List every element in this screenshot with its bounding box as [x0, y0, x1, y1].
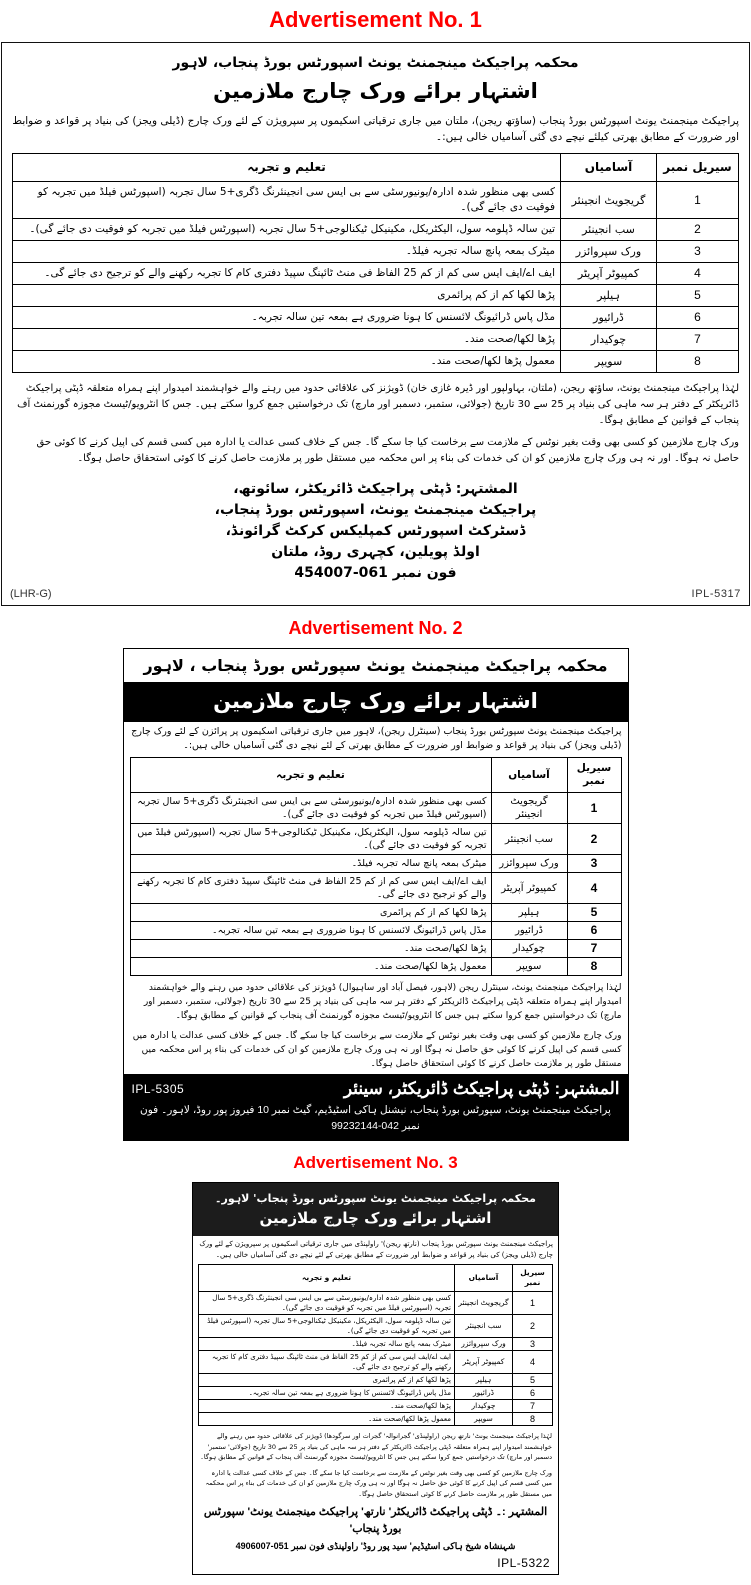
table-row [13, 351, 739, 373]
header-posts: آسامیاں [561, 154, 657, 182]
row-serial: 6 [513, 1387, 553, 1400]
row-post: کمپیوٹر آپریٹر [491, 873, 567, 904]
table-row [13, 182, 739, 219]
row-post: گریجویٹ انجینئر [455, 1292, 513, 1315]
row-post: ورک سپروائزر [491, 855, 567, 873]
row-post: سویپر [491, 958, 567, 976]
ad1-footer-row [2, 586, 749, 605]
row-qualification: میٹرک بمعہ پانچ سالہ تجربہ فیلڈ۔ [130, 855, 491, 873]
table-row [199, 1292, 553, 1315]
table-row [199, 1374, 553, 1387]
ad1-phone-number: 061-454007 [294, 565, 388, 581]
row-serial: 7 [513, 1400, 553, 1413]
table-row [199, 1413, 553, 1426]
header-qualification: تعلیم و تجربہ [199, 1265, 455, 1292]
row-serial: 2 [513, 1315, 553, 1338]
ad1-signoff-line-4: اولڈ پویلین، کچہری روڈ، ملتان [271, 544, 480, 560]
header-posts: آسامیاں [491, 758, 567, 793]
ad2-heading: Advertisement No. 2 [288, 618, 463, 638]
ad3-signoff-text: المشتہر :۔ ڈپٹی پراجیکٹ ڈائریکٹر' نارتھ' پراجیکٹ مینجمنٹ یونٹ' سپورٹس بورڈ پنجاب' [203, 1506, 548, 1535]
row-post: کمپیوٹر آپریٹر [561, 263, 657, 285]
row-serial: 6 [567, 922, 621, 940]
table-header-row [13, 154, 739, 182]
table-header-row [130, 758, 621, 793]
ad2-ipl-code: IPL-5305 [131, 1081, 185, 1096]
row-serial: 5 [513, 1374, 553, 1387]
row-qualification: کسی بھی منظور شدہ ادارہ/یونیورسٹی سے بی ایس سی انجینئرنگ ڈگری+5 سال تجربہ (اسپورٹس فیلڈ میں تجربہ کو فوقیت دی جائے گی)۔ [199, 1292, 455, 1315]
row-post: سب انجینئر [455, 1315, 513, 1338]
row-post: ورک سپروائزر [561, 241, 657, 263]
ad1-signoff-line-3: ڈسٹرکٹ اسپورٹس کمپلیکس کرکٹ گرائونڈ، [225, 523, 526, 539]
row-qualification: پڑھا لکھا/صحت مند۔ [199, 1400, 455, 1413]
row-serial: 3 [513, 1338, 553, 1351]
table-header-row [199, 1265, 553, 1292]
table-row [13, 329, 739, 351]
table-row [13, 263, 739, 285]
ad1-intro-text: پراجیکٹ مینجمنٹ یونٹ اسپورٹس بورڈ پنجاب (ساؤتھ ریجن)، ملتان میں جاری ترقیاتی اسکیموں پر سپرویژن کے لئے ورک چارج (ڈیلی ویجز) کی بنیاد پر قواعد و ضوابط اور ضرورت کے مطابق بھرتی کیلئے نیچے دی گئی آسامیاں خالی ہیں:۔ [12, 115, 739, 143]
table-row [199, 1387, 553, 1400]
row-qualification: پڑھا لکھا کم از کم پرائمری [13, 285, 561, 307]
row-post: ہیلپر [455, 1374, 513, 1387]
table-row [199, 1400, 553, 1413]
row-post: ہیلپر [491, 904, 567, 922]
row-qualification: مڈل پاس ڈرائیونگ لائسنس کا ہونا ضروری ہے بمعہ تین سالہ تجربہ۔ [13, 307, 561, 329]
ad2-intro-text: پراجیکٹ مینجمنٹ یونٹ سپورٹس بورڈ پنجاب (سینٹرل ریجن)، لاہور میں جاری ترقیاتی اسکیموں پر پرائزن کے لئے ورک چارج (ڈیلی ویجز) کی بنیاد پر قواعد و ضوابط اور ضرورت کے مطابق بھرتی کے لئے نیچے دی گئی آسامیاں خالی ہیں:۔ [131, 726, 622, 751]
row-serial: 1 [657, 182, 739, 219]
ad3-note-application: لہٰذا پراجیکٹ مینجمنٹ یونٹ' نارتھ ریجن (راولپنڈی' گجرانوالہ' گجرات اور سرگودھا) ڈویژنز کی علاقائی حدود میں رہنے والے خواہشمند امیدوار اپنے ہمراہ متعلقہ ڈپٹی پراجیکٹ ڈائریکٹر کے دفتر ہر سہ ماہی کی بنیاد پر 25 سے 30 تاریخ (جولائی' ستمبر' دسمبر اور مارچ) تک درخواستیں جمع کروا سکتے ہیں جس کا انٹرویو/ٹیسٹ مجوزہ گورنمنٹ آف پنجاب کے قوانین کے مطابق ہوگا۔ [200, 1432, 552, 1461]
row-qualification: ایف اے/ایف ایس سی کم از کم 25 الفاظ فی منٹ ٹائپنگ سپیڈ دفتری کام کا تجربہ رکھنے والے کو ترجیح دی جائے گی۔ [199, 1351, 455, 1374]
ad2-note-application: لہٰذا پراجیکٹ مینجمنٹ یونٹ، سینٹرل ریجن (لاہور، فیصل آباد اور ساہیوال) ڈویژنز کی علاقائی حدود میں رہنے والے خواہشمند امیدوار اپنے ہمراہ متعلقہ ڈپٹی پراجیکٹ ڈائریکٹر کے دفتر ہر سہ ماہی کی بنیاد پر 25 سے 30 تاریخ (جولائی، ستمبر، دسمبر اور مارچ) تک درخواستیں جمع کروا سکتے ہیں جس کا انٹرویو/ٹیسٹ مجوزہ گورنمنٹ آف پنجاب کے قوانین کے مطابق ہوگا۔ [143, 983, 622, 1021]
header-serial: سیریل نمبر [513, 1265, 553, 1292]
ad1-main-title: اشتہار برائے ورک چارج ملازمین [213, 79, 538, 103]
row-post: گریجویٹ انجینئر [561, 182, 657, 219]
ad1-note-terms: ورک چارج ملازمین کو کسی بھی وقت بغیر نوٹس کے ملازمت سے برخاست کیا جا سکے گا۔ جس کے خلاف کسی عدالت یا ادارہ میں کسی قسم کی اپیل کرنے کا کوئی حق حاصل نہ ہوگا۔ اور نہ ہی ورک چارج ملازمین کو ان کی خدمات کی بناء پر اس محکمہ میں مستقل طور پر ملازمت حاصل کرنے کا کوئی استحقاق حاصل ہوگا۔ [36, 437, 739, 464]
table-row [130, 855, 621, 873]
row-serial: 4 [567, 873, 621, 904]
row-qualification: ایف اے/ایف ایس سی کم از کم 25 الفاظ فی منٹ ٹائپنگ سپیڈ دفتری کام کا تجربہ رکھنے والے کو ترجیح دی جائے گی۔ [13, 263, 561, 285]
row-qualification: میٹرک بمعہ پانچ سالہ تجربہ فیلڈ۔ [199, 1338, 455, 1351]
table-row [199, 1351, 553, 1374]
ad3-organization-line: محکمہ پراجیکٹ مینجمنٹ یونٹ سپورٹس بورڈ پنجاب' لاہور۔ [215, 1192, 536, 1205]
row-post: چوکیدار [455, 1400, 513, 1413]
ad1-signoff-block [2, 469, 749, 586]
row-serial: 8 [657, 351, 739, 373]
ad2-signoff-bar [124, 1074, 628, 1102]
row-serial: 3 [657, 241, 739, 263]
row-qualification: کسی بھی منظور شدہ ادارہ/یونیورسٹی سے بی ایس سی انجینئرنگ ڈگری+5 سال تجربہ (اسپورٹس فیلڈ میں تجربہ کو فوقیت دی جائے گی)۔ [130, 793, 491, 824]
row-post: گریجویٹ انجینئر [491, 793, 567, 824]
ad2-main-title-banner: اشتہار برائے ورک چارج ملازمین [124, 682, 628, 722]
header-serial: سیریل نمبر [657, 154, 739, 182]
ad2-organization-line: محکمہ پراجیکٹ مینجمنٹ یونٹ سپورٹس بورڈ پنجاب ، لاہور [143, 656, 608, 675]
ad2-signoff-text: المشتہر: ڈپٹی پراجیکٹ ڈائریکٹر، سینئر [343, 1079, 620, 1098]
row-serial: 1 [567, 793, 621, 824]
ad2-vacancy-table [130, 757, 622, 976]
row-post: ڈرائیور [455, 1387, 513, 1400]
ad3-address-line: شہنشاہ شیخ ہاکی اسٹیڈیم' سید پور روڈ' راولپنڈی فون نمبر 051-4906007 [235, 1541, 516, 1551]
ad2-note-terms: ورک چارج ملازمین کو کسی بھی وقت بغیر نوٹس کے ملازمت سے برخاست کیا جا سکے گا۔ جس کے خلاف کسی عدالت یا ادارہ میں کسی قسم کی اپیل کرنے کا کوئی حق حاصل نہ ہوگا اور نہ ہی ورک چارج ملازمین کو ان کی خدمات کی بناء پر اس محکمہ میں مستقل طور پر ملازمت حاصل کرنے کا کوئی استحقاق حاصل ہوگا۔ [132, 1031, 622, 1069]
ad1-vacancy-table [12, 153, 739, 373]
row-post: ہیلپر [561, 285, 657, 307]
table-row [130, 793, 621, 824]
row-qualification: معمول پڑھا لکھا/صحت مند۔ [13, 351, 561, 373]
ad3-header-block [193, 1183, 558, 1236]
row-qualification: تین سالہ ڈپلومہ سول، الیکٹریکل، مکینیکل ٹیکنالوجی+5 سال تجربہ (اسپورٹس فیلڈ میں تجربہ کو فوقیت دی جائے گی)۔ [199, 1315, 455, 1338]
advertisement-1-box [1, 42, 750, 606]
row-qualification: معمول پڑھا لکھا/صحت مند۔ [130, 958, 491, 976]
row-post: سب انجینئر [491, 824, 567, 855]
row-serial: 6 [657, 307, 739, 329]
row-qualification: پڑھا لکھا کم از کم پرائمری [199, 1374, 455, 1387]
table-row [130, 958, 621, 976]
ad1-phone-line [12, 563, 739, 584]
ad3-heading: Advertisement No. 3 [293, 1153, 458, 1172]
ad1-edition-code: (LHR-G) [10, 588, 52, 600]
row-post: کمپیوٹر آپریٹر [455, 1351, 513, 1374]
ad3-ipl-code: IPL-5322 [497, 1556, 550, 1570]
ad3-intro-text: پراجیکٹ مینجمنٹ یونٹ سپورٹس بورڈ پنجاب (نارتھ ریجن)' راولپنڈی میں جاری ترقیاتی اسکیموں پر سپرویژن کے لئے ورک چارج (ڈیلی ویجز) کی بنیاد پر قواعد و ضوابط اور ضرورت کے مطابق بھرتی کے لئے نیچے دی گئی آسامیاں خالی ہیں۔ [199, 1240, 553, 1259]
ad1-ipl-code: IPL-5317 [691, 588, 741, 600]
row-serial: 5 [567, 904, 621, 922]
row-post: سویپر [561, 351, 657, 373]
row-post: ڈرائیور [561, 307, 657, 329]
ad3-main-title: اشتہار برائے ورک چارج ملازمین [259, 1209, 492, 1227]
table-row [13, 219, 739, 241]
row-post: سویپر [455, 1413, 513, 1426]
header-qualification: تعلیم و تجربہ [13, 154, 561, 182]
table-row [130, 922, 621, 940]
row-serial: 4 [657, 263, 739, 285]
advertisement-2-box [123, 648, 629, 1141]
row-qualification: مڈل پاس ڈرائیونگ لائسنس کا ہونا ضروری ہے بمعہ تین سالہ تجربہ۔ [199, 1387, 455, 1400]
row-post: چوکیدار [491, 940, 567, 958]
table-row [199, 1338, 553, 1351]
header-posts: آسامیاں [455, 1265, 513, 1292]
header-serial: سیریل نمبر [567, 758, 621, 793]
row-qualification: تین سالہ ڈپلومہ سول، الیکٹریکل، مکینیکل ٹیکنالوجی+5 سال تجربہ (اسپورٹس فیلڈ میں تجربہ کو فوقیت دی جائے گی)۔ [130, 824, 491, 855]
row-serial: 8 [513, 1413, 553, 1426]
table-row [130, 904, 621, 922]
row-qualification: پڑھا لکھا/صحت مند۔ [13, 329, 561, 351]
ad2-address-line: پراجیکٹ مینجمنٹ یونٹ، سپورٹس بورڈ پنجاب، نیشنل ہاکی اسٹیڈیم، گیٹ نمبر 10 فیروز پور روڈ، لاہور۔ فون نمبر 042-99232144 [124, 1102, 628, 1140]
row-serial: 2 [657, 219, 739, 241]
ad1-organization-line: محکمہ پراجیکٹ مینجمنٹ یونٹ اسپورٹس بورڈ پنجاب، لاہور [172, 55, 579, 71]
row-post: سب انجینئر [561, 219, 657, 241]
row-qualification: تین سالہ ڈپلومہ سول، الیکٹریکل، مکینیکل ٹیکنالوجی+5 سال تجربہ (اسپورٹس فیلڈ میں تجربہ کو فوقیت دی جائے گی)۔ [13, 219, 561, 241]
advertisement-3-box [192, 1182, 559, 1575]
row-serial: 5 [657, 285, 739, 307]
page-bottom-spacer [0, 1575, 751, 1585]
row-qualification: ایف اے/ایف ایس سی کم از کم 25 الفاظ فی منٹ ٹائپنگ سپیڈ دفتری کام کا تجربہ رکھنے والے کو ترجیح دی جائے گی۔ [130, 873, 491, 904]
table-row [13, 241, 739, 263]
ad1-signoff-line-2: پراجیکٹ مینجمنٹ یونٹ، اسپورٹس بورڈ پنجاب، [214, 502, 537, 518]
row-serial: 7 [657, 329, 739, 351]
table-row [13, 285, 739, 307]
ad1-phone-label: فون نمبر [392, 565, 457, 581]
row-serial: 2 [567, 824, 621, 855]
row-qualification: مڈل پاس ڈرائیونگ لائسنس کا ہونا ضروری ہے بمعہ تین سالہ تجربہ۔ [130, 922, 491, 940]
header-qualification: تعلیم و تجربہ [130, 758, 491, 793]
ad3-note-terms: ورک چارج ملازمین کو کسی بھی وقت بغیر نوٹس کے ملازمت سے برخاست کیا جا سکے گا۔ جس کے خلاف کسی عدالت یا ادارہ میں کسی قسم کی اپیل کرنے کا کوئی حق حاصل نہ ہوگا اور نہ ہی ورک چارج ملازمین کو ان کی خدمات کی بناء پر اس محکمہ میں مستقل طور پر ملازمت حاصل کرنے کا کوئی استحقاق حاصل ہوگا۔ [205, 1468, 552, 1498]
ad1-signoff-line-1: المشتہر: ڈپٹی پراجیکٹ ڈائریکٹر، سائوتھ، [233, 481, 518, 497]
row-post: ورک سپروائزر [455, 1338, 513, 1351]
row-qualification: معمول پڑھا لکھا/صحت مند۔ [199, 1413, 455, 1426]
row-serial: 8 [567, 958, 621, 976]
row-serial: 3 [567, 855, 621, 873]
row-serial: 4 [513, 1351, 553, 1374]
table-row [130, 873, 621, 904]
row-qualification: پڑھا لکھا کم از کم پرائمری [130, 904, 491, 922]
row-qualification: کسی بھی منظور شدہ ادارہ/یونیورسٹی سے بی ایس سی انجینئرنگ ڈگری+5 سال تجربہ (اسپورٹس فیلڈ میں تجربہ کو فوقیت دی جائے گی)۔ [13, 182, 561, 219]
row-serial: 7 [567, 940, 621, 958]
table-row [130, 824, 621, 855]
row-post: چوکیدار [561, 329, 657, 351]
row-qualification: پڑھا لکھا/صحت مند۔ [130, 940, 491, 958]
table-row [13, 307, 739, 329]
row-serial: 1 [513, 1292, 553, 1315]
ad3-vacancy-table [198, 1264, 553, 1426]
table-row [199, 1315, 553, 1338]
row-post: ڈرائیور [491, 922, 567, 940]
ad1-heading: Advertisement No. 1 [269, 7, 482, 32]
table-row [130, 940, 621, 958]
row-qualification: میٹرک بمعہ پانچ سالہ تجربہ فیلڈ۔ [13, 241, 561, 263]
ad1-note-application: لہٰذا پراجیکٹ مینجمنٹ یونٹ، ساؤتھ ریجن، (ملتان، بہاولپور اور ڈیرہ غازی خان) ڈویژنز کی علاقائی حدود میں رہنے والے خواہشمند امیدوار اپنے ہمراہ متعلقہ ڈپٹی پراجیکٹ ڈائریکٹر کے دفتر ہر سہ ماہی کی بنیاد پر 25 سے 30 تاریخ (جولائی، ستمبر، دسمبر اور مارچ) تک درخواستیں جمع کروا سکتے ہیں۔ جس کا انٹرویو/ٹیسٹ مجوزہ گورنمنٹ آف پنجاب کے قوانین کے مطابق ہوگا۔ [17, 383, 739, 426]
